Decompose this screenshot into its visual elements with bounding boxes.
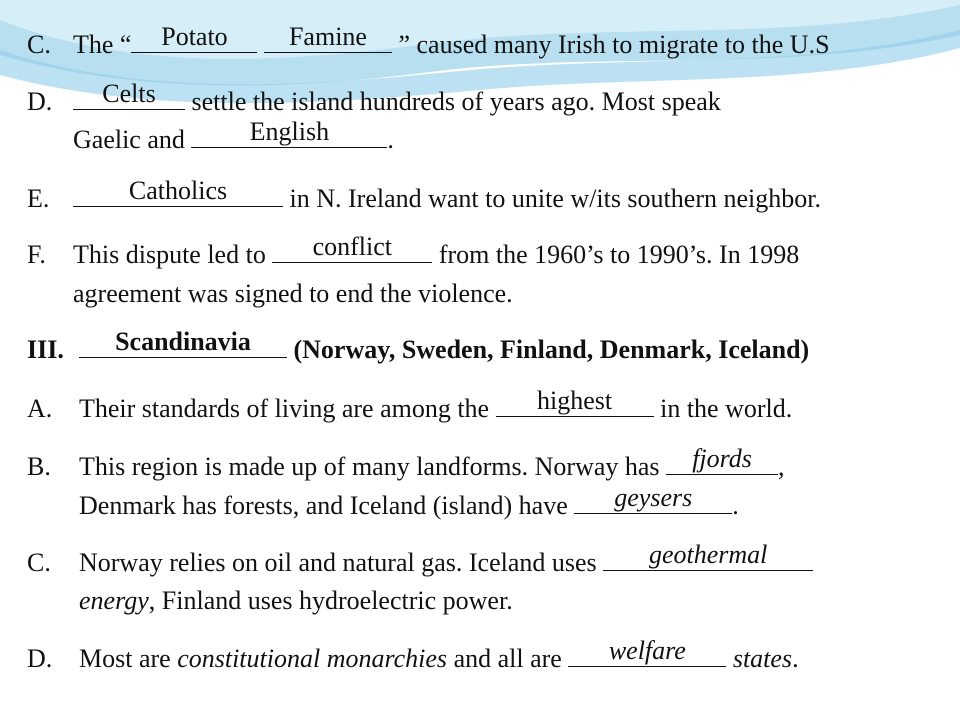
item-label: C.	[27, 548, 51, 577]
item-text: .	[387, 125, 394, 154]
item-text-italic: energy	[79, 586, 149, 615]
answer-text: highest	[537, 386, 613, 415]
answer-text: Celts	[102, 79, 156, 108]
item-text: Denmark has forests, and Iceland (island) have	[79, 491, 568, 520]
item-text: agreement was signed to end the violence.	[73, 279, 513, 308]
answer-text: geothermal	[648, 540, 768, 569]
answer-text: Catholics	[128, 176, 228, 205]
answer-text: Scandinavia	[115, 327, 251, 356]
answer-blank	[272, 232, 432, 263]
item-text: from the 1960’s to 1990’s. In 1998	[438, 240, 800, 269]
answer-blank	[574, 483, 732, 514]
answer-text: Famine	[288, 22, 367, 51]
answer-blank	[568, 636, 726, 667]
answer-blank	[603, 540, 813, 571]
item-text: Gaelic and	[73, 125, 185, 154]
item-f-conflict	[27, 232, 800, 271]
item-a-highest	[27, 386, 793, 425]
item-text: .	[792, 644, 799, 673]
item-text: ,	[778, 452, 785, 481]
item-label: B.	[27, 452, 51, 481]
item-c-energy-line2	[79, 585, 513, 617]
item-b-landforms-line2	[79, 483, 739, 522]
item-text: in N. Ireland want to unite w/its southern neighbor.	[289, 184, 821, 213]
answer-text: Potato	[161, 22, 228, 51]
section-iii-scandinavia	[27, 327, 810, 366]
item-text-italic: states	[732, 644, 793, 673]
item-d-welfare	[27, 636, 799, 675]
answer-blank	[496, 386, 654, 417]
item-text: Most are	[79, 644, 171, 673]
answer-blank	[264, 22, 392, 53]
section-text: (Norway, Sweden, Finland, Denmark, Iceland)	[293, 335, 810, 364]
answer-text: conflict	[312, 232, 393, 261]
section-label: III.	[27, 335, 64, 364]
item-label: A.	[27, 394, 53, 423]
item-text: Norway relies on oil and natural gas. Iceland uses	[79, 548, 597, 577]
item-d-celts-line2	[73, 117, 394, 156]
answer-blank	[73, 176, 283, 207]
answer-text: fjords	[692, 444, 752, 473]
answer-blank	[131, 22, 257, 53]
answer-text: geysers	[614, 483, 693, 512]
item-text: settle the island hundreds of years ago. Most speak	[191, 87, 721, 116]
item-e-catholics	[27, 176, 821, 215]
item-c-famine	[27, 22, 830, 61]
item-text: This region is made up of many landforms. Norway has	[79, 452, 660, 481]
item-label: D.	[27, 644, 53, 673]
item-text: ” caused many Irish to migrate to the U.S	[398, 30, 830, 59]
answer-blank	[79, 327, 287, 358]
item-label: D.	[27, 87, 53, 116]
item-text: and all are	[453, 644, 562, 673]
item-d-celts	[27, 79, 721, 118]
answer-text: English	[249, 117, 330, 146]
item-text: Their standards of living are among the	[79, 394, 490, 423]
item-label: C.	[27, 30, 51, 59]
item-text: , Finland uses hydroelectric power.	[148, 586, 513, 615]
item-text: in the world.	[660, 394, 793, 423]
answer-blank	[666, 444, 778, 475]
item-b-landforms	[27, 444, 785, 483]
item-label: F.	[27, 240, 46, 269]
answer-text: welfare	[608, 636, 686, 665]
answer-blank	[73, 79, 185, 110]
answer-blank	[191, 117, 387, 148]
item-c-energy	[27, 540, 813, 579]
item-text: The “	[73, 30, 132, 59]
item-label: E.	[27, 184, 50, 213]
item-text-italic: constitutional monarchies	[177, 644, 448, 673]
item-text: This dispute led to	[73, 240, 266, 269]
item-text: .	[732, 491, 739, 520]
item-f-conflict-line2	[73, 278, 513, 310]
